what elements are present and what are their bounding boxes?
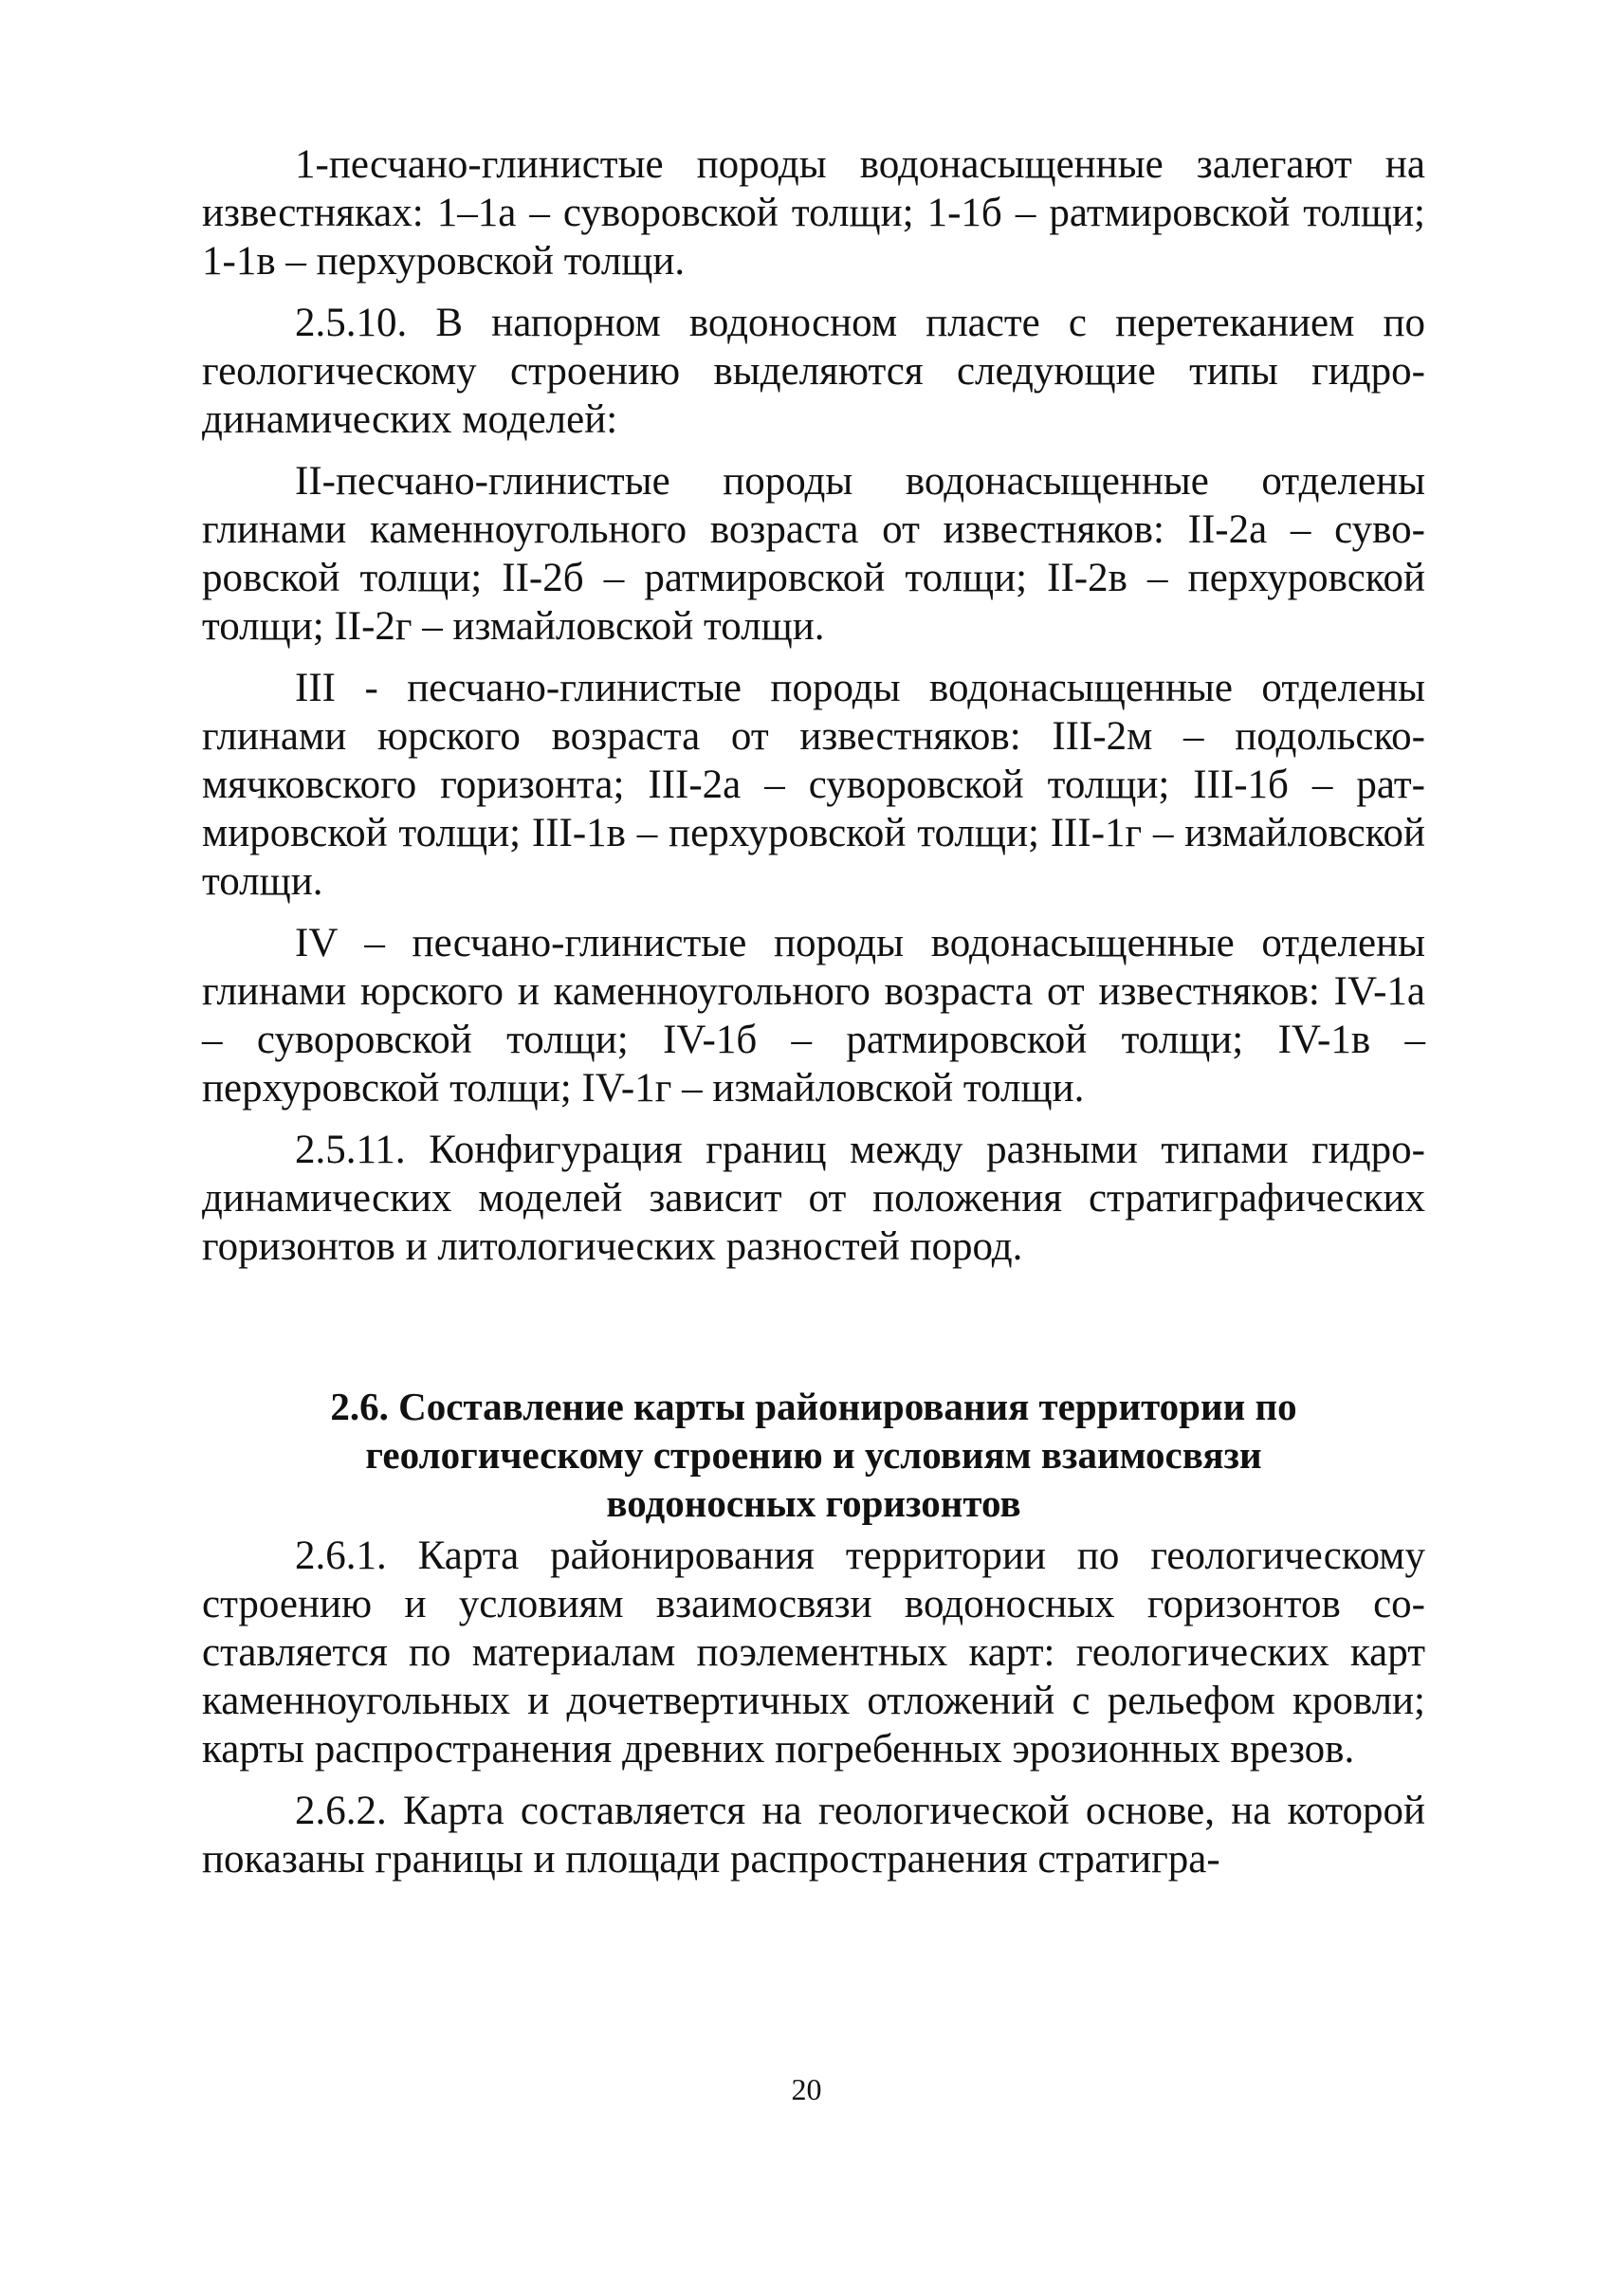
paragraph-type-1: 1-песчано-глинистые породы водонасыщенные залегают на известняках: 1–1а – суворовской толщи; 1-1б – ратмировской толщи; 1-1в – перхуровской толщи.	[202, 142, 1425, 284]
section-heading-2-6	[202, 1383, 1425, 1528]
paragraph-2-5-10: 2.5.10. В напорном водоносном пласте с перетеканием по геологическому строению выделяются следующие типы гидродинамических моделей:	[202, 301, 1425, 442]
heading-line: геологическому строению и условиям взаимосвязи	[365, 1433, 1262, 1477]
paragraph-2-5-11: 2.5.11. Конфигурация границ между разными типами гидродинамических моделей зависит от положения стратиграфических горизонтов и литологических разностей пород.	[202, 1128, 1425, 1269]
paragraph-2-6-1: 2.6.1. Карта районирования территории по геологическому строению и условиям взаимосвязи водоносных горизонтов составляется по материалам поэлементных карт: геологических карт каменноугольных и дочетвертичных отложений с рельефом кровли; карты распространения древних погребенных эрозионных врезов.	[202, 1534, 1425, 1772]
page-number: 20	[791, 2072, 822, 2106]
paragraph-type-3: III - песчано-глинистые породы водонасыщенные отделены глинами юрского возраста от известняков: III-2м – подольско-мячковского горизонта; III-2а – суворовской толщи; III-1б – ратмировской толщи; III-1в – перхуровской толщи; III-1г – измайловской толщи.	[202, 666, 1425, 904]
body-text	[202, 140, 1425, 1897]
heading-line: 2.6. Составление карты районирования территории по	[330, 1385, 1297, 1428]
paragraph-type-4: IV – песчано-глинистые породы водонасыщенные отделены глинами юрского и каменноугольного возраста от известняков: IV-1а – суворовской толщи; IV-1б – ратмировской толщи; IV-1в – перхуровской толщи; IV-1г – измайловской толщи.	[202, 921, 1425, 1111]
paragraph-2-6-2: 2.6.2. Карта составляется на геологической основе, на которой показаны границы и площади распространения стратигра-	[202, 1789, 1425, 1882]
heading-line: водоносных горизонтов	[606, 1481, 1021, 1525]
paragraph-type-2: II-песчано-глинистые породы водонасыщенные отделены глинами каменноугольного возраста от известняков: II-2а – суворовской толщи; II-2б – ратмировской толщи; II-2в – перхуровской толщи; II-2г – измайловской толщи.	[202, 459, 1425, 649]
